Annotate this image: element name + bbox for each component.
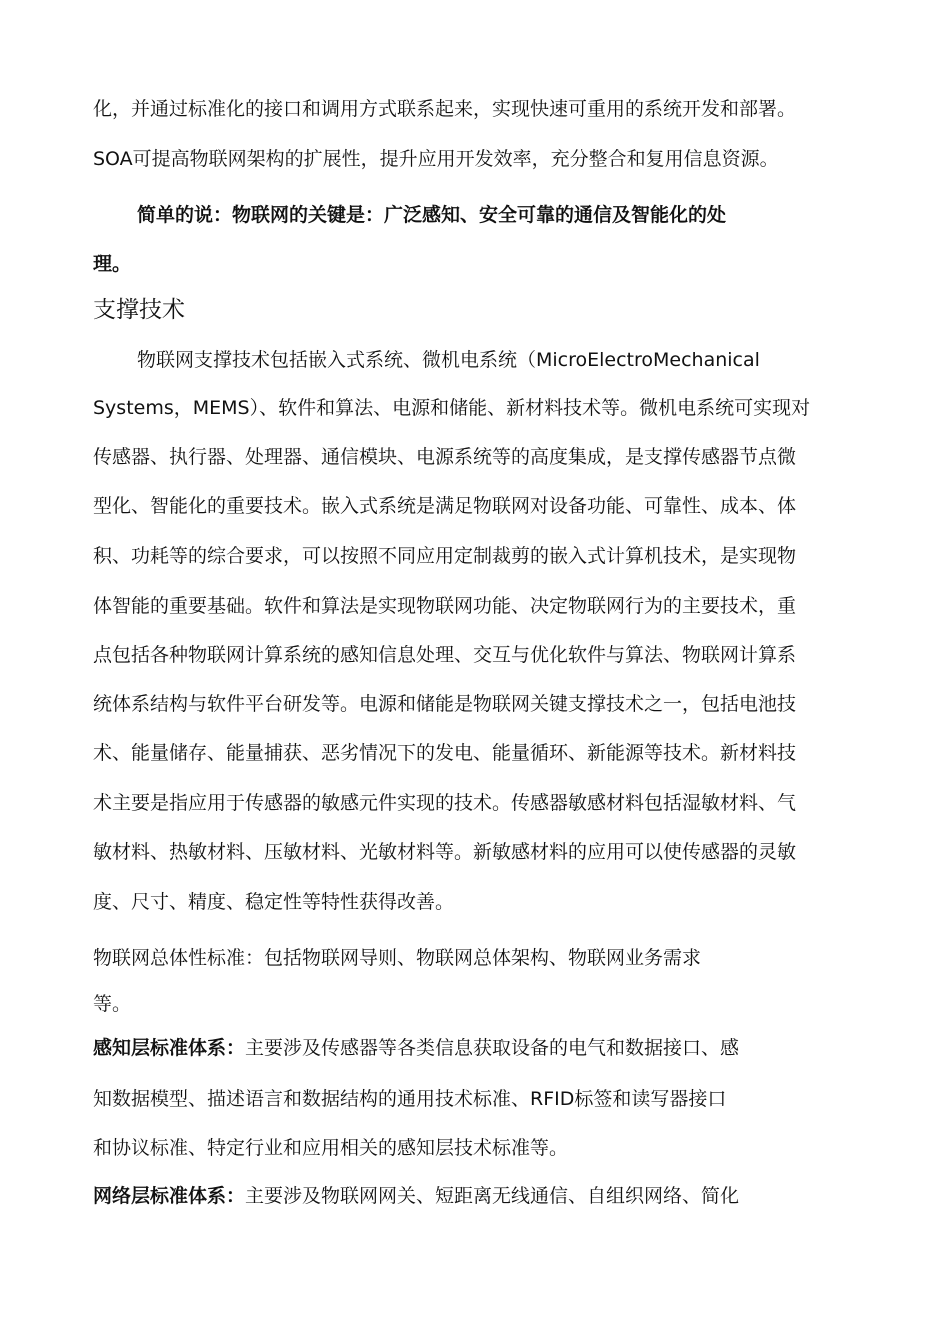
body-line-5: 积、功耗等的综合要求，可以按照不同应用定制裁剪的嵌入式计算机技术，是实现物 <box>93 545 797 567</box>
network-std-line-1 <box>93 1184 739 1208</box>
body-line-9: 术、能量储存、能量捕获、恶劣情况下的发电、能量循环、新能源等技术。新材料技 <box>93 742 797 764</box>
body-line-8: 统体系结构与软件平台研发等。电源和储能是物联网关键支撑技术之一，包括电池技 <box>93 693 797 715</box>
section-heading: 支撑技术 <box>93 297 185 323</box>
body-line-3: 传感器、执行器、处理器、通信模块、电源系统等的高度集成，是支撑传感器节点微 <box>93 446 797 468</box>
summary-line-1: 简单的说：物联网的关键是：广泛感知、安全可靠的通信及智能化的处 <box>137 204 727 226</box>
perception-std-line-2: 知数据模型、描述语言和数据结构的通用技术标准、RFID标签和读写器接口 <box>93 1088 727 1110</box>
body-line-2: Systems，MEMS）、软件和算法、电源和储能、新材料技术等。微机电系统可实现对 <box>93 397 811 419</box>
network-std-text: 主要涉及物联网网关、短距离无线通信、自组织网络、简化 <box>245 1185 740 1207</box>
body-line-7: 点包括各种物联网计算系统的感知信息处理、交互与优化软件与算法、物联网计算系 <box>93 644 797 666</box>
summary-line-2: 理。 <box>93 253 132 275</box>
network-std-label: 网络层标准体系： <box>93 1185 246 1207</box>
perception-std-text: 主要涉及传感器等各类信息获取设备的电气和数据接口、感 <box>245 1037 740 1059</box>
body-line-12: 度、尺寸、精度、稳定性等特性获得改善。 <box>93 891 455 913</box>
perception-std-line-1 <box>93 1036 739 1060</box>
body-line-6: 体智能的重要基础。软件和算法是实现物联网功能、决定物联网行为的主要技术，重 <box>93 595 797 617</box>
intro-line-2: SOA可提高物联网架构的扩展性，提升应用开发效率，充分整合和复用信息资源。 <box>93 148 779 170</box>
intro-line-1: 化，并通过标准化的接口和调用方式联系起来，实现快速可重用的系统开发和部署。 <box>93 98 797 120</box>
perception-std-label: 感知层标准体系： <box>93 1037 246 1059</box>
body-line-4: 型化、智能化的重要技术。嵌入式系统是满足物联网对设备功能、可靠性、成本、体 <box>93 495 797 517</box>
overall-std-line-1: 物联网总体性标准：包括物联网导则、物联网总体架构、物联网业务需求 <box>93 947 702 969</box>
perception-std-line-3: 和协议标准、特定行业和应用相关的感知层技术标准等。 <box>93 1137 569 1159</box>
body-line-1: 物联网支撑技术包括嵌入式系统、微机电系统（MicroElectroMechanical <box>137 349 760 371</box>
body-line-10: 术主要是指应用于传感器的敏感元件实现的技术。传感器敏感材料包括湿敏材料、气 <box>93 792 797 814</box>
overall-std-line-2: 等。 <box>93 993 132 1015</box>
body-line-11: 敏材料、热敏材料、压敏材料、光敏材料等。新敏感材料的应用可以使传感器的灵敏 <box>93 841 797 863</box>
